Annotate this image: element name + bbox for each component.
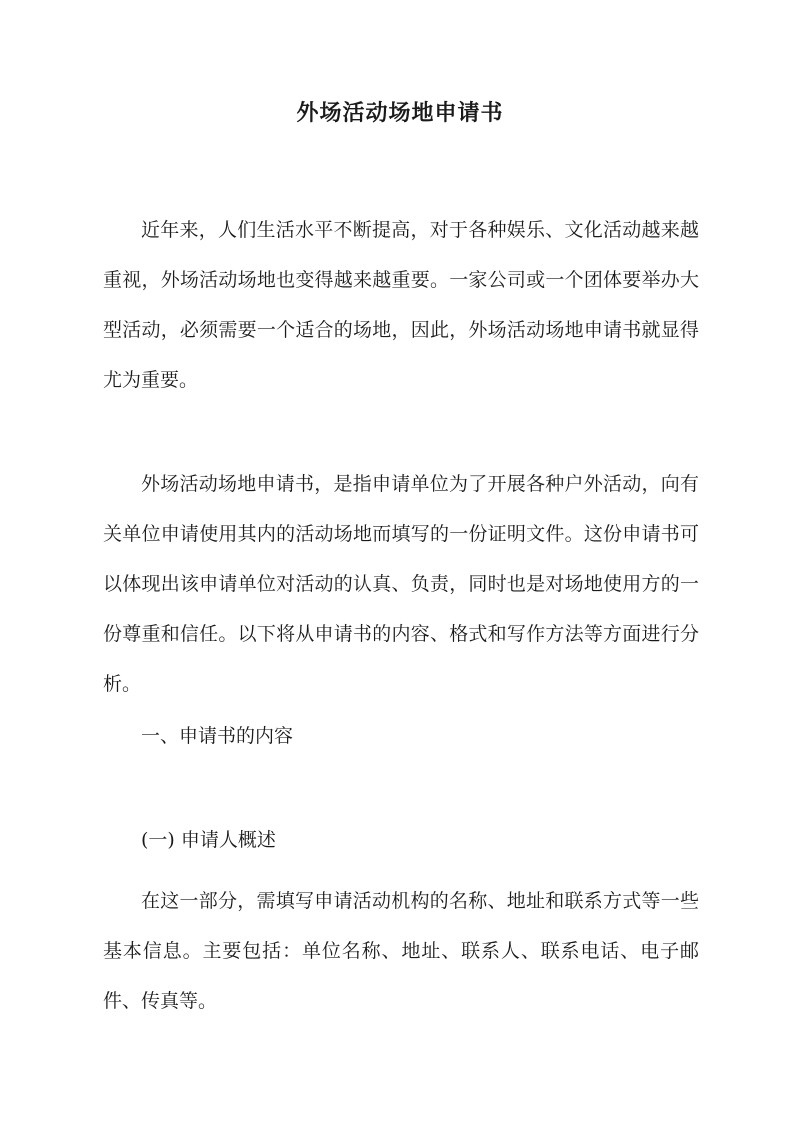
section-heading: 一、申请书的内容	[141, 725, 294, 747]
subsection-heading: (一) 申请人概述	[141, 829, 276, 851]
intro-paragraph: 近年来，人们生活水平不断提高，对于各种娱乐、文化活动越来越重视，外场活动场地也变得越来越重要。一家公司或一个团体要举办大型活动，必须需要一个适合的场地，因此，外场活动场地申请书就显得尤为重要。	[103, 219, 699, 391]
definition-paragraph: 外场活动场地申请书，是指申请单位为了开展各种户外活动，向有关单位申请使用其内的活动场地而填写的一份证明文件。这份申请书可以体现出该申请单位对活动的认真、负责，同时也是对场地使用方的一份尊重和信任。以下将从申请书的内容、格式和写作方法等方面进行分析。	[103, 473, 699, 695]
document-title: 外场活动场地申请书	[296, 100, 504, 126]
applicant-overview-paragraph: 在这一部分，需填写申请活动机构的名称、地址和联系方式等一些基本信息。主要包括：单位名称、地址、联系人、联系电话、电子邮件、传真等。	[103, 890, 699, 1012]
